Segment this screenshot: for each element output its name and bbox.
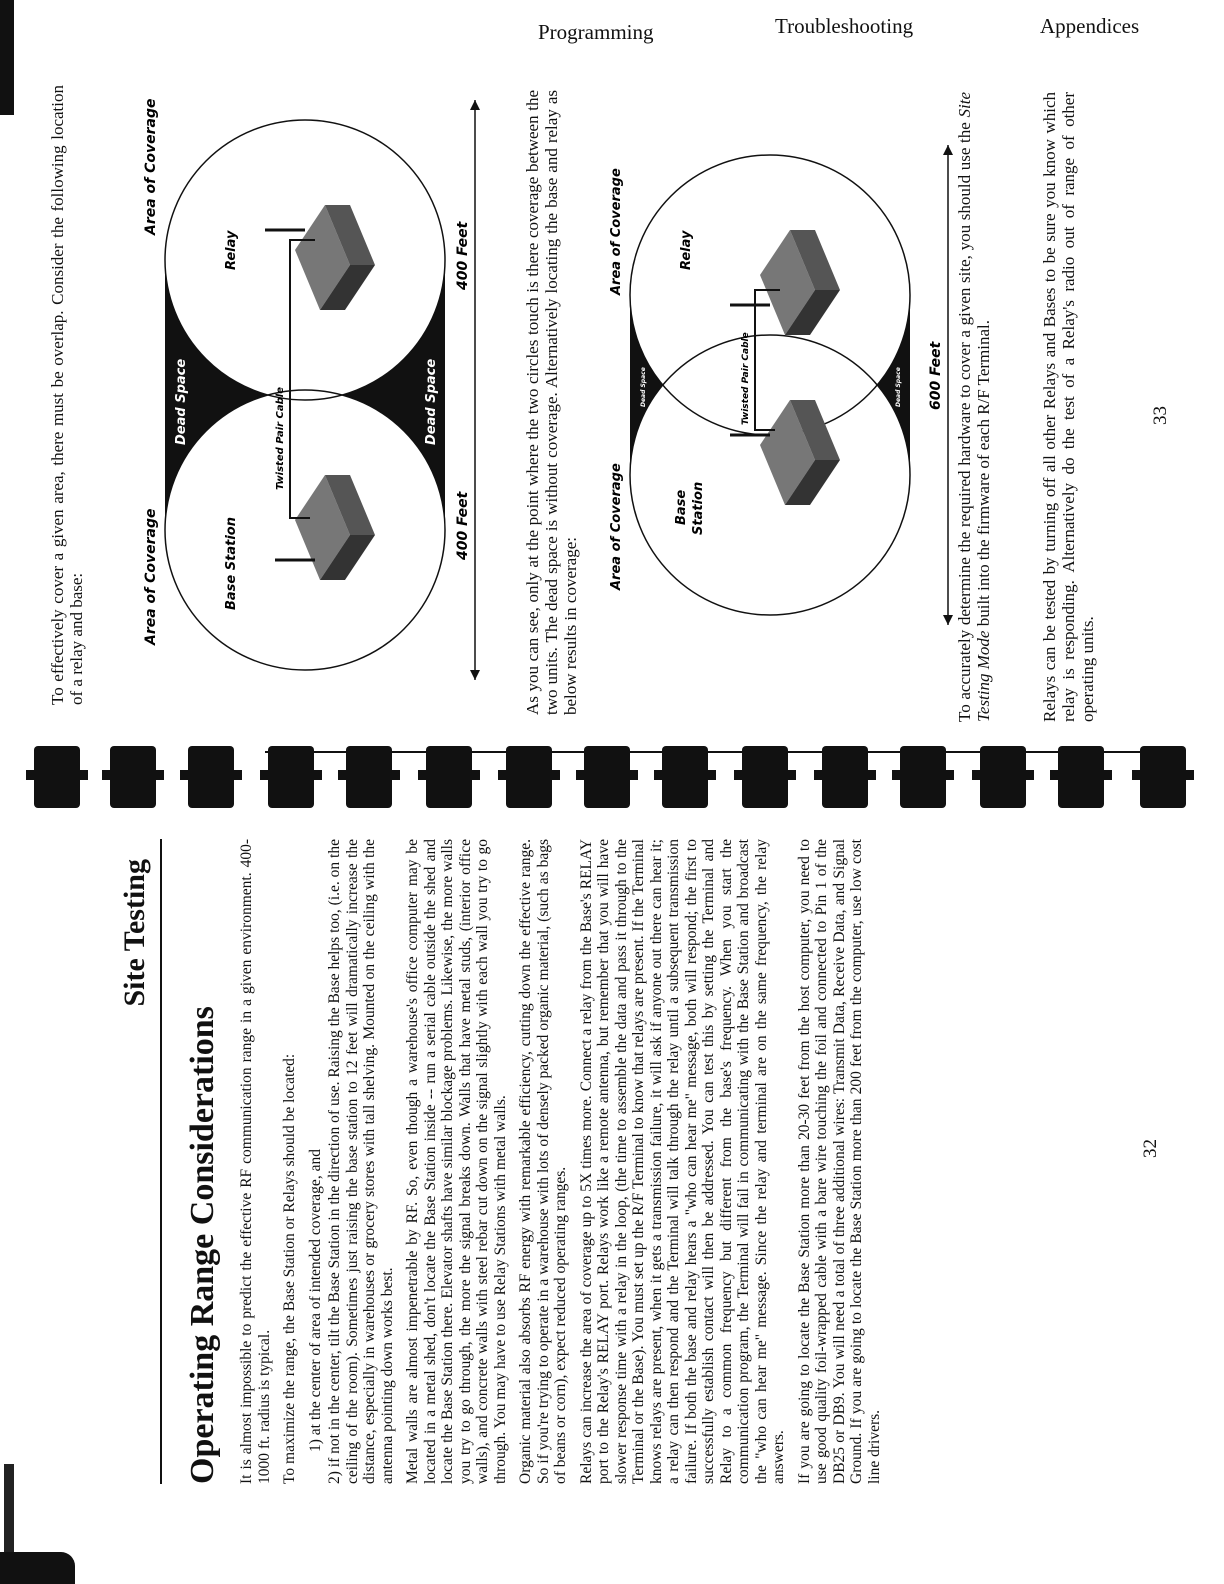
paragraph-cabling: If you are going to locate the Base Station more than 20-30 feet from the host computer, you need to use good quality foil-wrapped cable with a bare wire touching the foil and connected to Pin 1 of the DB25 or DB9. You will need a total of three additional wires: Transmit Data, Receive Data, and Signal Ground. If you are going to locate the Base Station more than 200 feet from the computer, use low cost line drivers. [795,839,883,1484]
dimension-arrow-left [943,615,953,625]
dead-space-label-top: Dead Space [640,367,647,407]
section-tabs [0,14,1224,54]
spiral-binding [0,746,1224,808]
tab-programming[interactable]: Programming [538,20,654,44]
right-site-test-block [955,92,1025,722]
binding-ring [1140,746,1186,808]
dimension-label-right: 400 Feet [455,221,471,290]
binding-ring [980,746,1026,808]
page-header [110,839,162,1484]
binding-ring [346,746,392,808]
coverage-diagram-touching-svg [125,90,485,700]
paragraph-relay-testing: Relays can be tested by turning off all other Relays and Bases to be sure you know which relay is responding. Alternatively do the test of a Relay's radio out of range of other operating units. [1040,92,1097,722]
dimension-label: 600 Feet [928,341,944,410]
binding-ring [110,746,156,808]
binding-ring [662,746,708,808]
paragraph-site-testing [955,92,993,722]
tab-appendices[interactable]: Appendices [1040,14,1140,38]
base-label-line1: Base [674,489,689,525]
site-testing-text-a: To accurately determine the required hardware to cover a given site, you should use the [955,117,974,722]
relay-label: Relay [679,230,694,270]
coverage-diagram-touching [125,90,485,700]
coverage-diagram-overlap-svg [590,135,960,635]
binding-ring [506,746,552,808]
coverage-diagram-overlap [590,135,960,635]
binding-ring [426,746,472,808]
binding-ring [1058,746,1104,808]
paragraph-tilt-raise: 2) if not in the center, tilt the Base Station in the direction of use. Raising the Base helps too, (i.e. on the ceiling of the room). Sometimes just raising the base station to 12 feet will dramatically increase the distance, especially in warehouses or grocery stores with tall shelving. Mounted on the ceiling with the antenna pointing down works best. [326,839,396,1484]
paragraph-range-intro: It is almost impossible to predict the effective RF communication range in a given environment. 400-1000 ft. radius is typical. [238,839,273,1484]
dimension-arrow-right [943,145,953,155]
area-label-right: Area of Coverage [143,98,159,235]
dead-space-label-bottom: Dead Space [424,358,439,445]
page-number-left: 32 [1140,1139,1161,1158]
base-station-label: Base Station [224,517,239,610]
paragraph-dead-space: As you can see, only at the point where the two circles touch is there coverage between the two units. The dead space is without coverage. Alternatively locating the base and relay as below results in coverage: [523,90,580,715]
cable-label: Twisted Pair Cable [741,332,751,425]
dimension-label-left: 400 Feet [455,491,471,560]
dead-space-region [165,120,445,670]
binding-ring [584,746,630,808]
tab-troubleshooting[interactable]: Troubleshooting [775,14,914,38]
area-label-left: Area of Coverage [609,463,624,590]
left-page [110,839,1110,1484]
cable-label: Twisted Pair Cable [275,387,286,490]
paragraph-maximize: To maximize the range, the Base Station or Relays should be located: [281,1053,298,1484]
binding-ring [34,746,80,808]
binding-ring [268,746,314,808]
area-label-right: Area of Coverage [609,168,624,295]
dead-space-region [630,155,910,615]
dimension-arrow-left [470,670,480,680]
dimension-arrow-right [470,100,480,110]
right-middle-block [523,90,598,715]
dead-space-label-top: Dead Space [174,358,189,445]
binding-ring [822,746,868,808]
binding-ring [188,746,234,808]
paragraph-relays: Relays can increase the area of coverage up to 5X times more. Connect a relay from the Base's RELAY port to the Relay's RELAY port. Relays work like a remote antenna, but remember that you will have slower response time with a relay in the loop, (the time to assemble the data and pass it through to the Terminal or the Base). You must set up the R/F Terminal to know that relays are present. If the Terminal knows relays are present, when it gets a transmission failure, it will ask if anyone out there can hear it; a relay can then respond and the Terminal will talk through the relay until a subsequent transmission failure. If both the base and relay hears a "who can hear me" message, both will respond; the first to successfully establish contact will then be addressed. You can test this by setting the Terminal and Relay to a common frequency but different from the base's frequency. When you start the communication program, the Terminal will fail in communicating with the Base Station and broadcast the "who can hear me" message. Since the relay and terminal are on the same frequency, the relay answers. [577,839,787,1484]
binding-ring [900,746,946,808]
area-label-left: Area of Coverage [143,508,159,645]
section-title: Operating Range Considerations [184,1006,221,1484]
binding-ring [742,746,788,808]
base-label-line2: Station [691,481,706,535]
scan-corner-shadow [0,1552,75,1584]
relay-label: Relay [224,230,239,270]
site-testing-mode-term: Site Testing Mode [955,92,993,722]
right-intro-block [48,85,108,705]
page-title: Site Testing [118,859,151,1007]
dead-space-label-bottom: Dead Space [895,367,902,407]
page-number-right: 33 [1150,406,1171,425]
paragraph-overlap-intro: To effectively cover a given area, there must be overlap. Consider the following location of a relay and base: [48,85,86,705]
right-relay-test-block [1040,92,1110,722]
paragraph-metal-walls: Metal walls are almost impenetrable by RF. So, even though a warehouse's office computer may be located in a metal shed, don't locate the Base Station inside -- run a serial cable outside the shed and locate the Base Station there. Elevator shafts have similar blockage problems. Likewise, the more walls you try to go through, the more the signal breaks down. Walls that have metal studs, (interior office walls), and concrete walls with steel rebar cut down on the signal slightly with each wall you try to go through. You may have to use Relay Stations with metal walls. [404,839,509,1484]
list-item-center: 1) at the center of area of intended coverage, and [306,1149,324,1452]
paragraph-organic-material: Organic material also absorbs RF energy with remarkable efficiency, cutting down the effective range. So if you're trying to operate in a warehouse with lots of densely packed organic material, (such as bags of beans or corn), expect reduced operating ranges. [517,839,569,1484]
site-testing-text-b: built into the firmware of each R/F Terminal. [974,319,993,631]
